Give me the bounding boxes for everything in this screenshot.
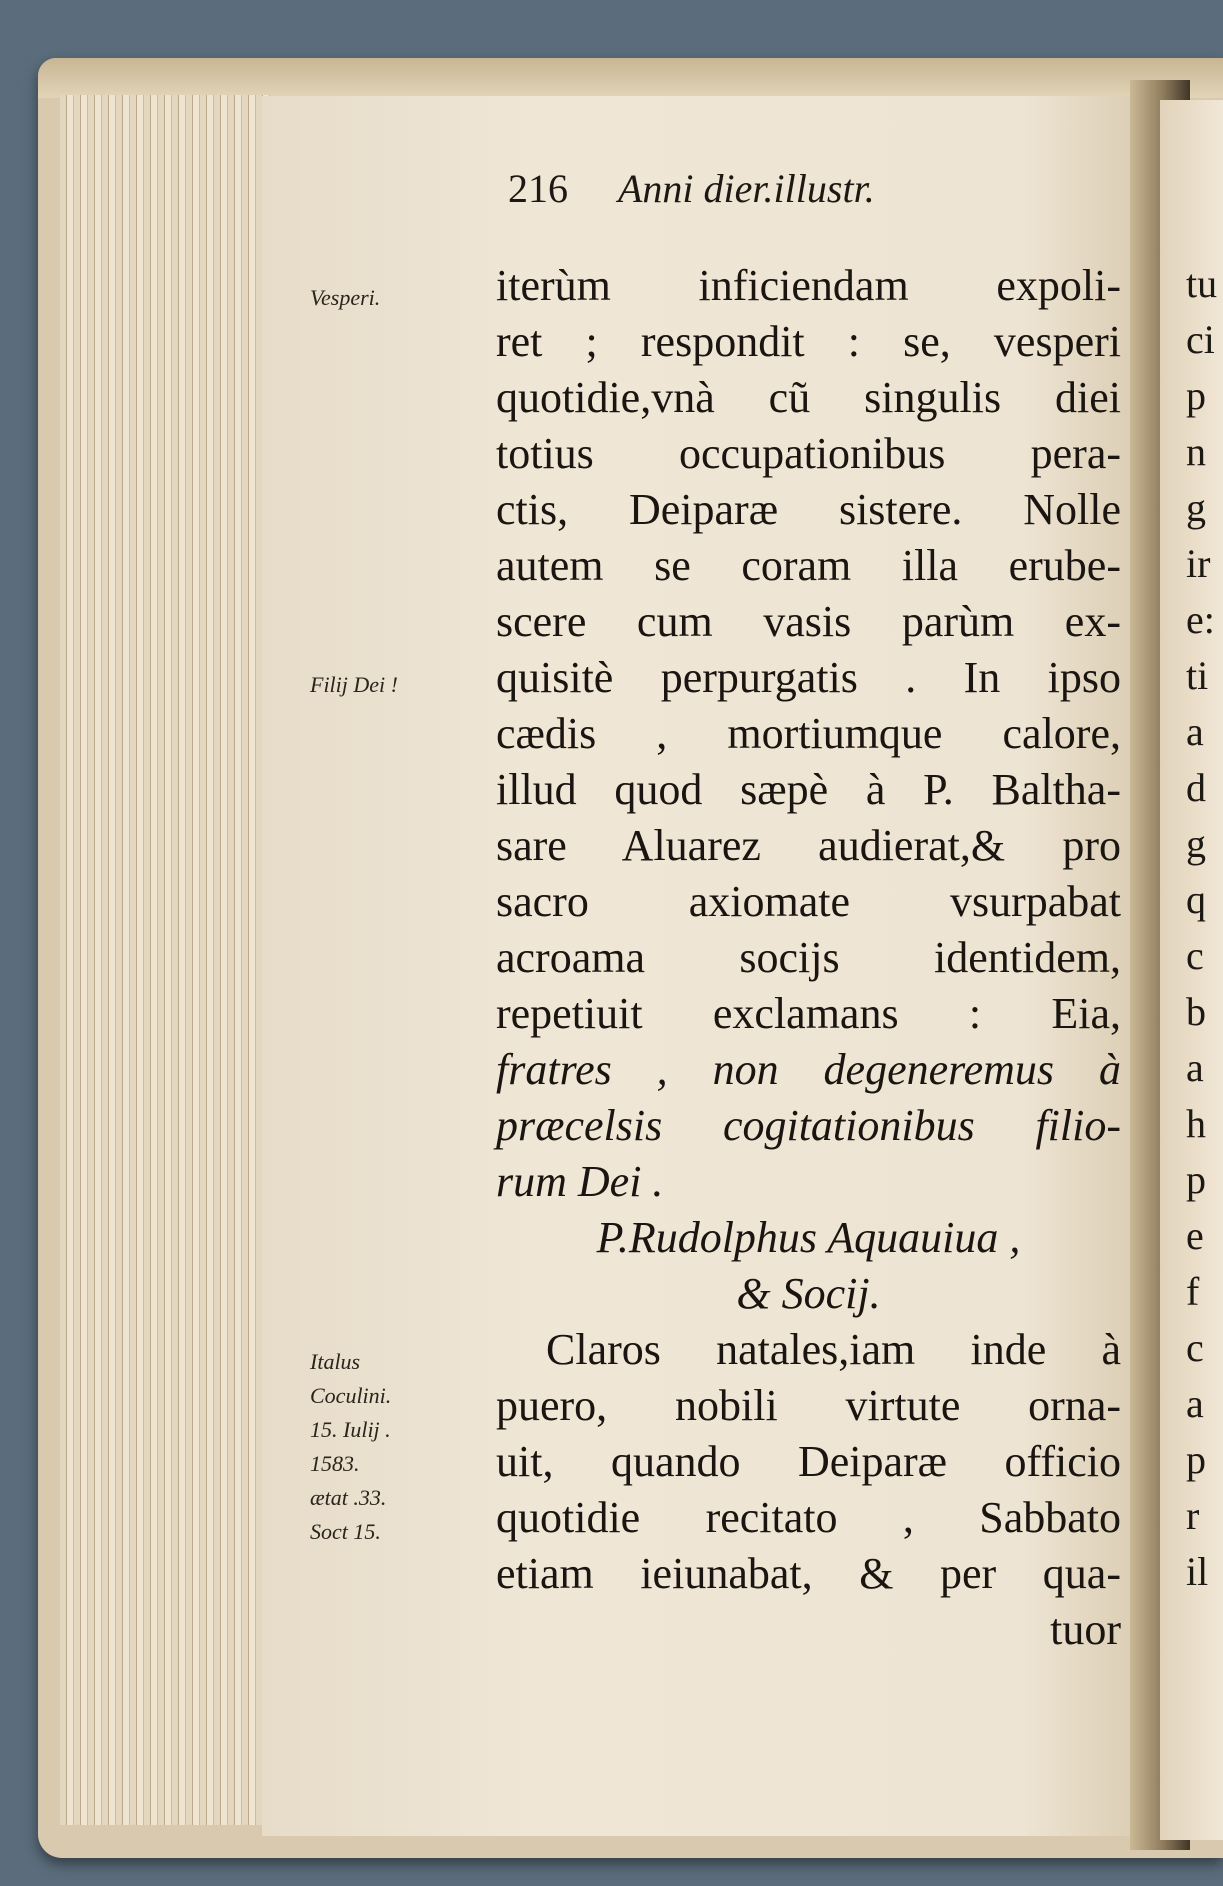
facing-page — [1160, 100, 1223, 1840]
facing-page-fragment: g — [1186, 821, 1206, 866]
text-line: totius occupationibus pera- — [496, 429, 1121, 478]
facing-page-fragment: ci — [1186, 317, 1215, 362]
facing-page-fragment: h — [1186, 1101, 1206, 1146]
section-heading: P.Rudolphus Aquauiua , — [596, 1213, 1021, 1262]
page-header — [508, 165, 875, 212]
text-line-italic: præcelsis cogitationibus filio- — [496, 1101, 1121, 1150]
facing-page-fragment: a — [1186, 709, 1204, 754]
facing-page-fragment: il — [1186, 1549, 1209, 1594]
facing-page-fragment: c — [1186, 1325, 1204, 1370]
facing-page-fragment: g — [1186, 485, 1206, 530]
text-line: acroama socijs identidem, — [496, 933, 1121, 982]
page-edges — [60, 95, 270, 1825]
text-line: ctis, Deiparæ sistere. Nolle — [496, 485, 1121, 534]
margin-note-line: Coculini. — [310, 1383, 392, 1408]
facing-page-fragment: b — [1186, 989, 1206, 1034]
facing-page-fragment: tu — [1186, 261, 1218, 306]
text-line: etiam ieiunabat, & per qua- — [496, 1549, 1121, 1598]
text-line: sare Aluarez audierat,& pro — [496, 821, 1121, 870]
text-line: quisitè perpurgatis . In ipso — [496, 653, 1121, 702]
cover-edge — [38, 58, 1223, 98]
facing-page-fragment: q — [1186, 877, 1206, 922]
facing-page-fragment: c — [1186, 933, 1204, 978]
page-number: 216 — [508, 166, 568, 211]
text-line: sacro axiomate vsurpabat — [496, 877, 1121, 926]
facing-page-fragment: ti — [1186, 653, 1209, 698]
text-line-italic: fratres , non degeneremus à — [496, 1045, 1121, 1094]
text-line: Claros natales,iam inde à — [546, 1325, 1121, 1374]
text-line: ret ; respondit : se, vesperi — [496, 317, 1121, 366]
text-line: autem se coram illa erube- — [496, 541, 1121, 590]
text-line: cædis , mortiumque calore, — [496, 709, 1121, 758]
margin-note-line: Italus — [310, 1349, 361, 1374]
text-line: repetiuit exclamans : Eia, — [496, 989, 1121, 1038]
margin-note-line: 1583. — [310, 1451, 360, 1476]
section-heading-sub: & Socij. — [736, 1269, 881, 1318]
text-line: uit, quando Deiparæ officio — [496, 1437, 1121, 1486]
facing-page-fragment: e — [1186, 1213, 1204, 1258]
facing-page-fragment: f — [1186, 1269, 1200, 1314]
facing-page-fragment: e: — [1186, 597, 1215, 642]
text-line-italic: rum Dei . — [496, 1157, 664, 1206]
text-line: iterùm inficiendam expoli- — [496, 261, 1121, 310]
facing-page-fragment: ir — [1186, 541, 1211, 586]
margin-note-line: 15. Iulij . — [310, 1417, 391, 1442]
running-title: Anni dier.illustr. — [618, 166, 875, 211]
facing-page-fragment: a — [1186, 1045, 1204, 1090]
text-line: puero, nobili virtute orna- — [496, 1381, 1121, 1430]
text-line: scere cum vasis parùm ex- — [496, 597, 1121, 646]
margin-note-italus — [310, 1345, 391, 1549]
margin-note-line: ætat .33. — [310, 1485, 387, 1510]
facing-page-fragment: n — [1186, 429, 1206, 474]
facing-page-fragment: r — [1186, 1493, 1200, 1538]
facing-page-fragment: d — [1186, 765, 1206, 810]
margin-note-filii-dei: Filij Dei ! — [310, 672, 398, 697]
facing-page-fragment: a — [1186, 1381, 1204, 1426]
facing-page-fragment: p — [1186, 1157, 1206, 1202]
page-body-text — [496, 258, 1121, 1658]
text-line: illud quod sæpè à P. Baltha- — [496, 765, 1121, 814]
margin-note-line: Soct 15. — [310, 1519, 381, 1544]
text-line: quotidie recitato , Sabbato — [496, 1493, 1121, 1542]
facing-page-fragment: p — [1186, 373, 1206, 418]
facing-page-fragment: p — [1186, 1437, 1206, 1482]
text-line: quotidie,vnà cũ singulis diei — [496, 373, 1121, 422]
margin-note-vesperi: Vesperi. — [310, 285, 381, 310]
catchword: tuor — [1050, 1605, 1121, 1654]
